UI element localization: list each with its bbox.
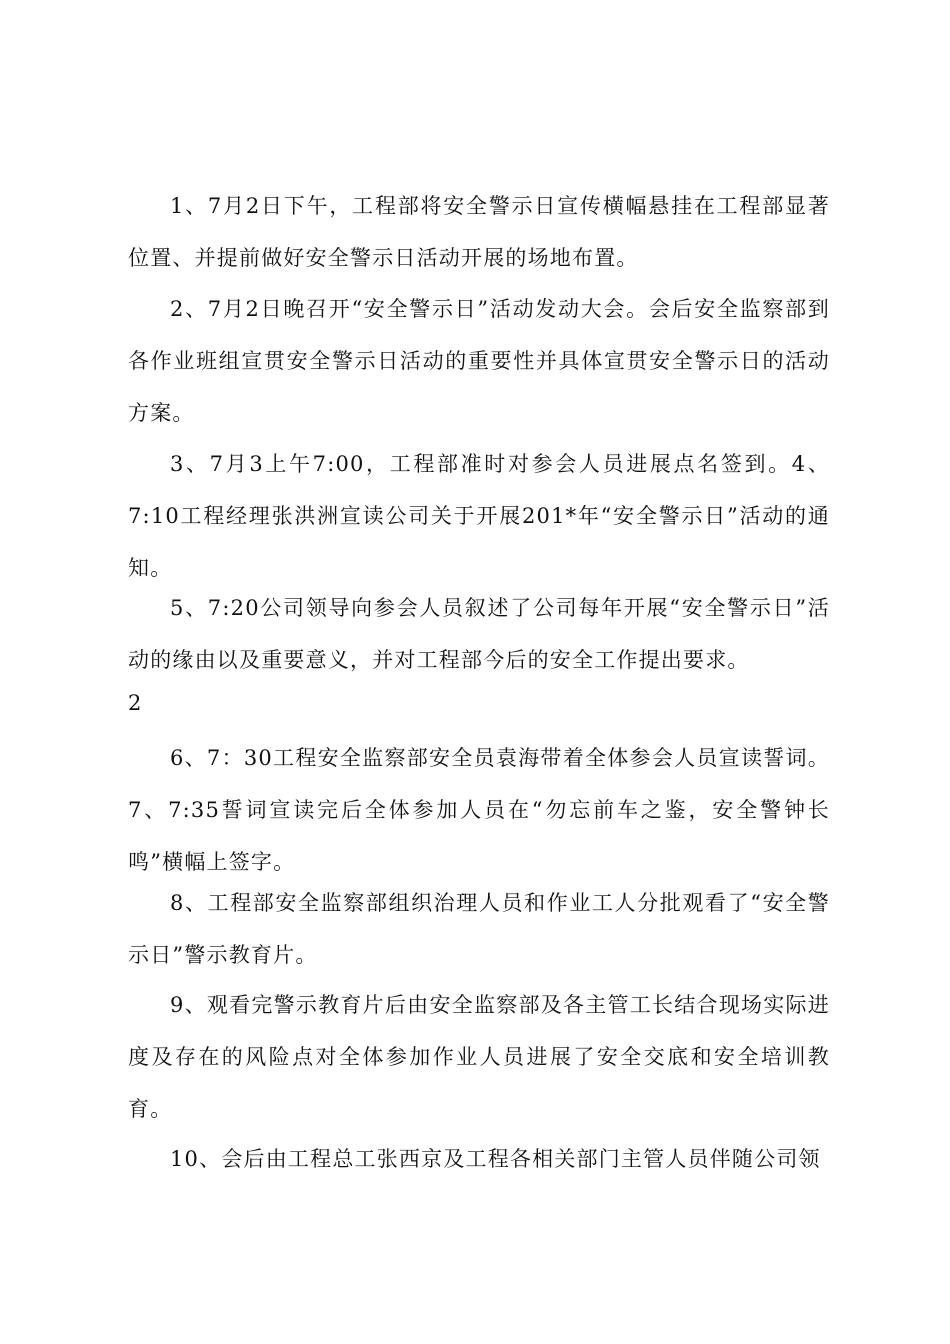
paragraph-8: 10、会后由工程总工张西京及工程各相关部门主管人员伴随公司领 <box>170 1147 821 1171</box>
paragraph-2: 2、7月2日晚召开“安全警示日”活动发动大会。会后安全监察部到各作业班组宣贯安全警示日活动的重要性并具体宣贯安全警示日的活动方案。 <box>128 297 830 425</box>
paragraph-4: 5、7:20公司领导向参会人员叙述了公司每年开展“安全警示日”活动的缘由以及重要意义，并对工程部今后的安全工作提出要求。 <box>128 596 830 672</box>
paragraph-1: 1、7月2日下午，工程部将安全警示日宣传横幅悬挂在工程部显著位置、并提前做好安全警示日活动开展的场地布置。 <box>128 194 830 270</box>
page-number: 2 <box>128 691 142 715</box>
paragraph-5: 6、7：30工程安全监察部安全员袁海带着全体参会人员宣读誓词。7、7:35誓词宣读完后全体参加人员在“勿忘前车之鉴，安全警钟长鸣”横幅上签字。 <box>128 746 830 874</box>
paragraph-6: 8、工程部安全监察部组织治理人员和作业工人分批观看了“安全警示日”警示教育片。 <box>128 891 830 967</box>
paragraph-7: 9、观看完警示教育片后由安全监察部及各主管工长结合现场实际进度及存在的风险点对全体参加作业人员进展了安全交底和安全培训教育。 <box>128 993 830 1121</box>
paragraph-3: 3、7月3上午7:00，工程部准时对参会人员进展点名签到。4、7:10工程经理张洪洲宣读公司关于开展201*年“安全警示日”活动的通知。 <box>128 452 830 580</box>
